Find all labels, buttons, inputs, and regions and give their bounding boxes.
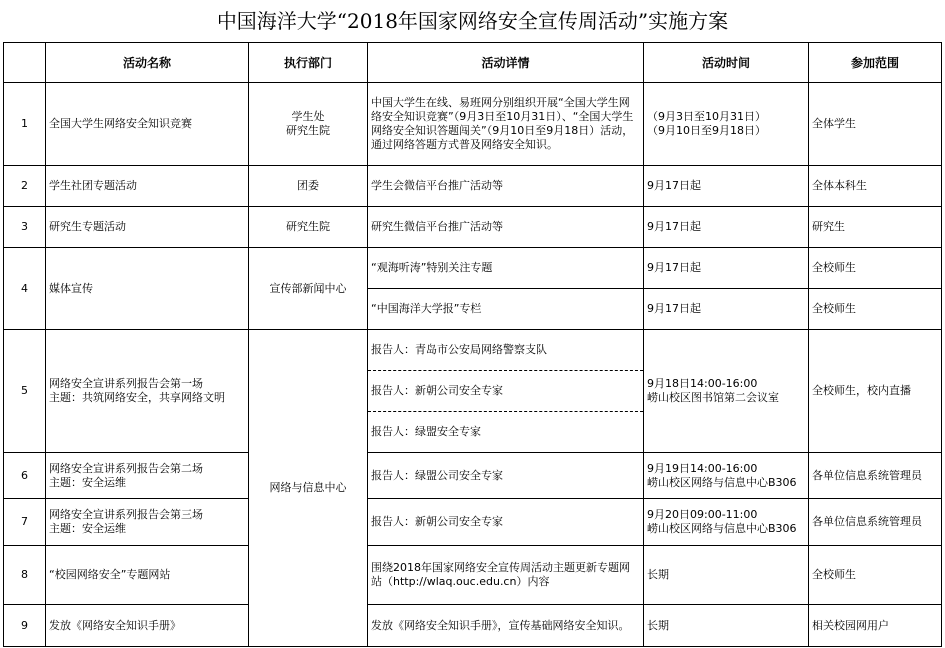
activity-detail: “观海听涛”特别关注专题 bbox=[368, 248, 644, 289]
participation-scope: 研究生 bbox=[809, 207, 942, 248]
activity-detail: 发放《网络安全知识手册》，宣传基础网络安全知识。 bbox=[368, 605, 644, 647]
table-row bbox=[4, 453, 942, 499]
activity-time: 9月19日14:00-16:00 崂山校区网络与信息中心B306 bbox=[644, 453, 809, 499]
department: 宣传部新闻中心 bbox=[249, 248, 368, 330]
activity-name: 网络安全宣讲系列报告会第一场 主题：共筑网络安全，共享网络文明 bbox=[46, 330, 249, 453]
table-row bbox=[4, 546, 942, 605]
row-number: 1 bbox=[4, 83, 46, 166]
activity-name: 研究生专题活动 bbox=[46, 207, 249, 248]
row-number: 2 bbox=[4, 166, 46, 207]
activity-name: 网络安全宣讲系列报告会第二场 主题：安全运维 bbox=[46, 453, 249, 499]
speaker: 报告人：绿盟安全专家 bbox=[368, 412, 644, 453]
header-detail: 活动详情 bbox=[368, 43, 644, 83]
header-num bbox=[4, 43, 46, 83]
speaker: 报告人：新朝公司安全专家 bbox=[368, 371, 644, 412]
activity-time: 9月18日14:00-16:00 崂山校区图书馆第二会议室 bbox=[644, 330, 809, 453]
activity-name: “校园网络安全”专题网站 bbox=[46, 546, 249, 605]
row-number: 5 bbox=[4, 330, 46, 453]
plan-table bbox=[3, 42, 942, 647]
participation-scope: 全校师生 bbox=[809, 546, 942, 605]
activity-time: 长期 bbox=[644, 546, 809, 605]
participation-scope: 全体本科生 bbox=[809, 166, 942, 207]
table-row bbox=[4, 248, 942, 289]
activity-name: 全国大学生网络安全知识竞赛 bbox=[46, 83, 249, 166]
row-number: 3 bbox=[4, 207, 46, 248]
row-number: 4 bbox=[4, 248, 46, 330]
activity-detail: 中国大学生在线、易班网分别组织开展“全国大学生网络安全知识竞赛”（9月3日至10月31日）、“全国大学生网络安全知识答题闯关”（9月10日至9月18日）活动，通过网络答题方式普及网络安全知识。 bbox=[368, 83, 644, 166]
row-number: 9 bbox=[4, 605, 46, 647]
row-number: 6 bbox=[4, 453, 46, 499]
department: 团委 bbox=[249, 166, 368, 207]
row-number: 7 bbox=[4, 499, 46, 546]
participation-scope: 全体学生 bbox=[809, 83, 942, 166]
activity-time: 9月17日起 bbox=[644, 248, 809, 289]
activity-time: 9月17日起 bbox=[644, 289, 809, 330]
header-department: 执行部门 bbox=[249, 43, 368, 83]
participation-scope: 全校师生 bbox=[809, 289, 942, 330]
activity-time: 长期 bbox=[644, 605, 809, 647]
speaker: 报告人：青岛市公安局网络警察支队 bbox=[368, 330, 644, 371]
activity-name: 发放《网络安全知识手册》 bbox=[46, 605, 249, 647]
activity-time: （9月3日至10月31日） （9月10日至9月18日） bbox=[644, 83, 809, 166]
table-row bbox=[4, 207, 942, 248]
department: 网络与信息中心 bbox=[249, 330, 368, 647]
table-row bbox=[4, 330, 942, 371]
header-time: 活动时间 bbox=[644, 43, 809, 83]
table-row bbox=[4, 605, 942, 647]
participation-scope: 各单位信息系统管理员 bbox=[809, 499, 942, 546]
row-number: 8 bbox=[4, 546, 46, 605]
department: 研究生院 bbox=[249, 207, 368, 248]
header-row bbox=[4, 43, 942, 83]
activity-name: 网络安全宣讲系列报告会第三场 主题：安全运维 bbox=[46, 499, 249, 546]
activity-detail: 学生会微信平台推广活动等 bbox=[368, 166, 644, 207]
participation-scope: 全校师生 bbox=[809, 248, 942, 289]
activity-detail: “中国海洋大学报”专栏 bbox=[368, 289, 644, 330]
activity-detail: 围绕2018年国家网络安全宣传周活动主题更新专题网站（http://wlaq.ouc.edu.cn）内容 bbox=[368, 546, 644, 605]
participation-scope: 全校师生，校内直播 bbox=[809, 330, 942, 453]
activity-detail: 报告人：绿盟公司安全专家 bbox=[368, 453, 644, 499]
table-row bbox=[4, 499, 942, 546]
activity-detail: 报告人：新朝公司安全专家 bbox=[368, 499, 644, 546]
activity-name: 学生社团专题活动 bbox=[46, 166, 249, 207]
header-scope: 参加范围 bbox=[809, 43, 942, 83]
table-row bbox=[4, 166, 942, 207]
participation-scope: 各单位信息系统管理员 bbox=[809, 453, 942, 499]
activity-time: 9月17日起 bbox=[644, 207, 809, 248]
activity-name: 媒体宣传 bbox=[46, 248, 249, 330]
activity-time: 9月17日起 bbox=[644, 166, 809, 207]
table-row bbox=[4, 83, 942, 166]
document-title: 中国海洋大学“2018年国家网络安全宣传周活动”实施方案 bbox=[216, 9, 729, 33]
activity-detail: 研究生微信平台推广活动等 bbox=[368, 207, 644, 248]
activity-time: 9月20日09:00-11:00 崂山校区网络与信息中心B306 bbox=[644, 499, 809, 546]
header-activity-name: 活动名称 bbox=[46, 43, 249, 83]
participation-scope: 相关校园网用户 bbox=[809, 605, 942, 647]
department: 学生处 研究生院 bbox=[249, 83, 368, 166]
